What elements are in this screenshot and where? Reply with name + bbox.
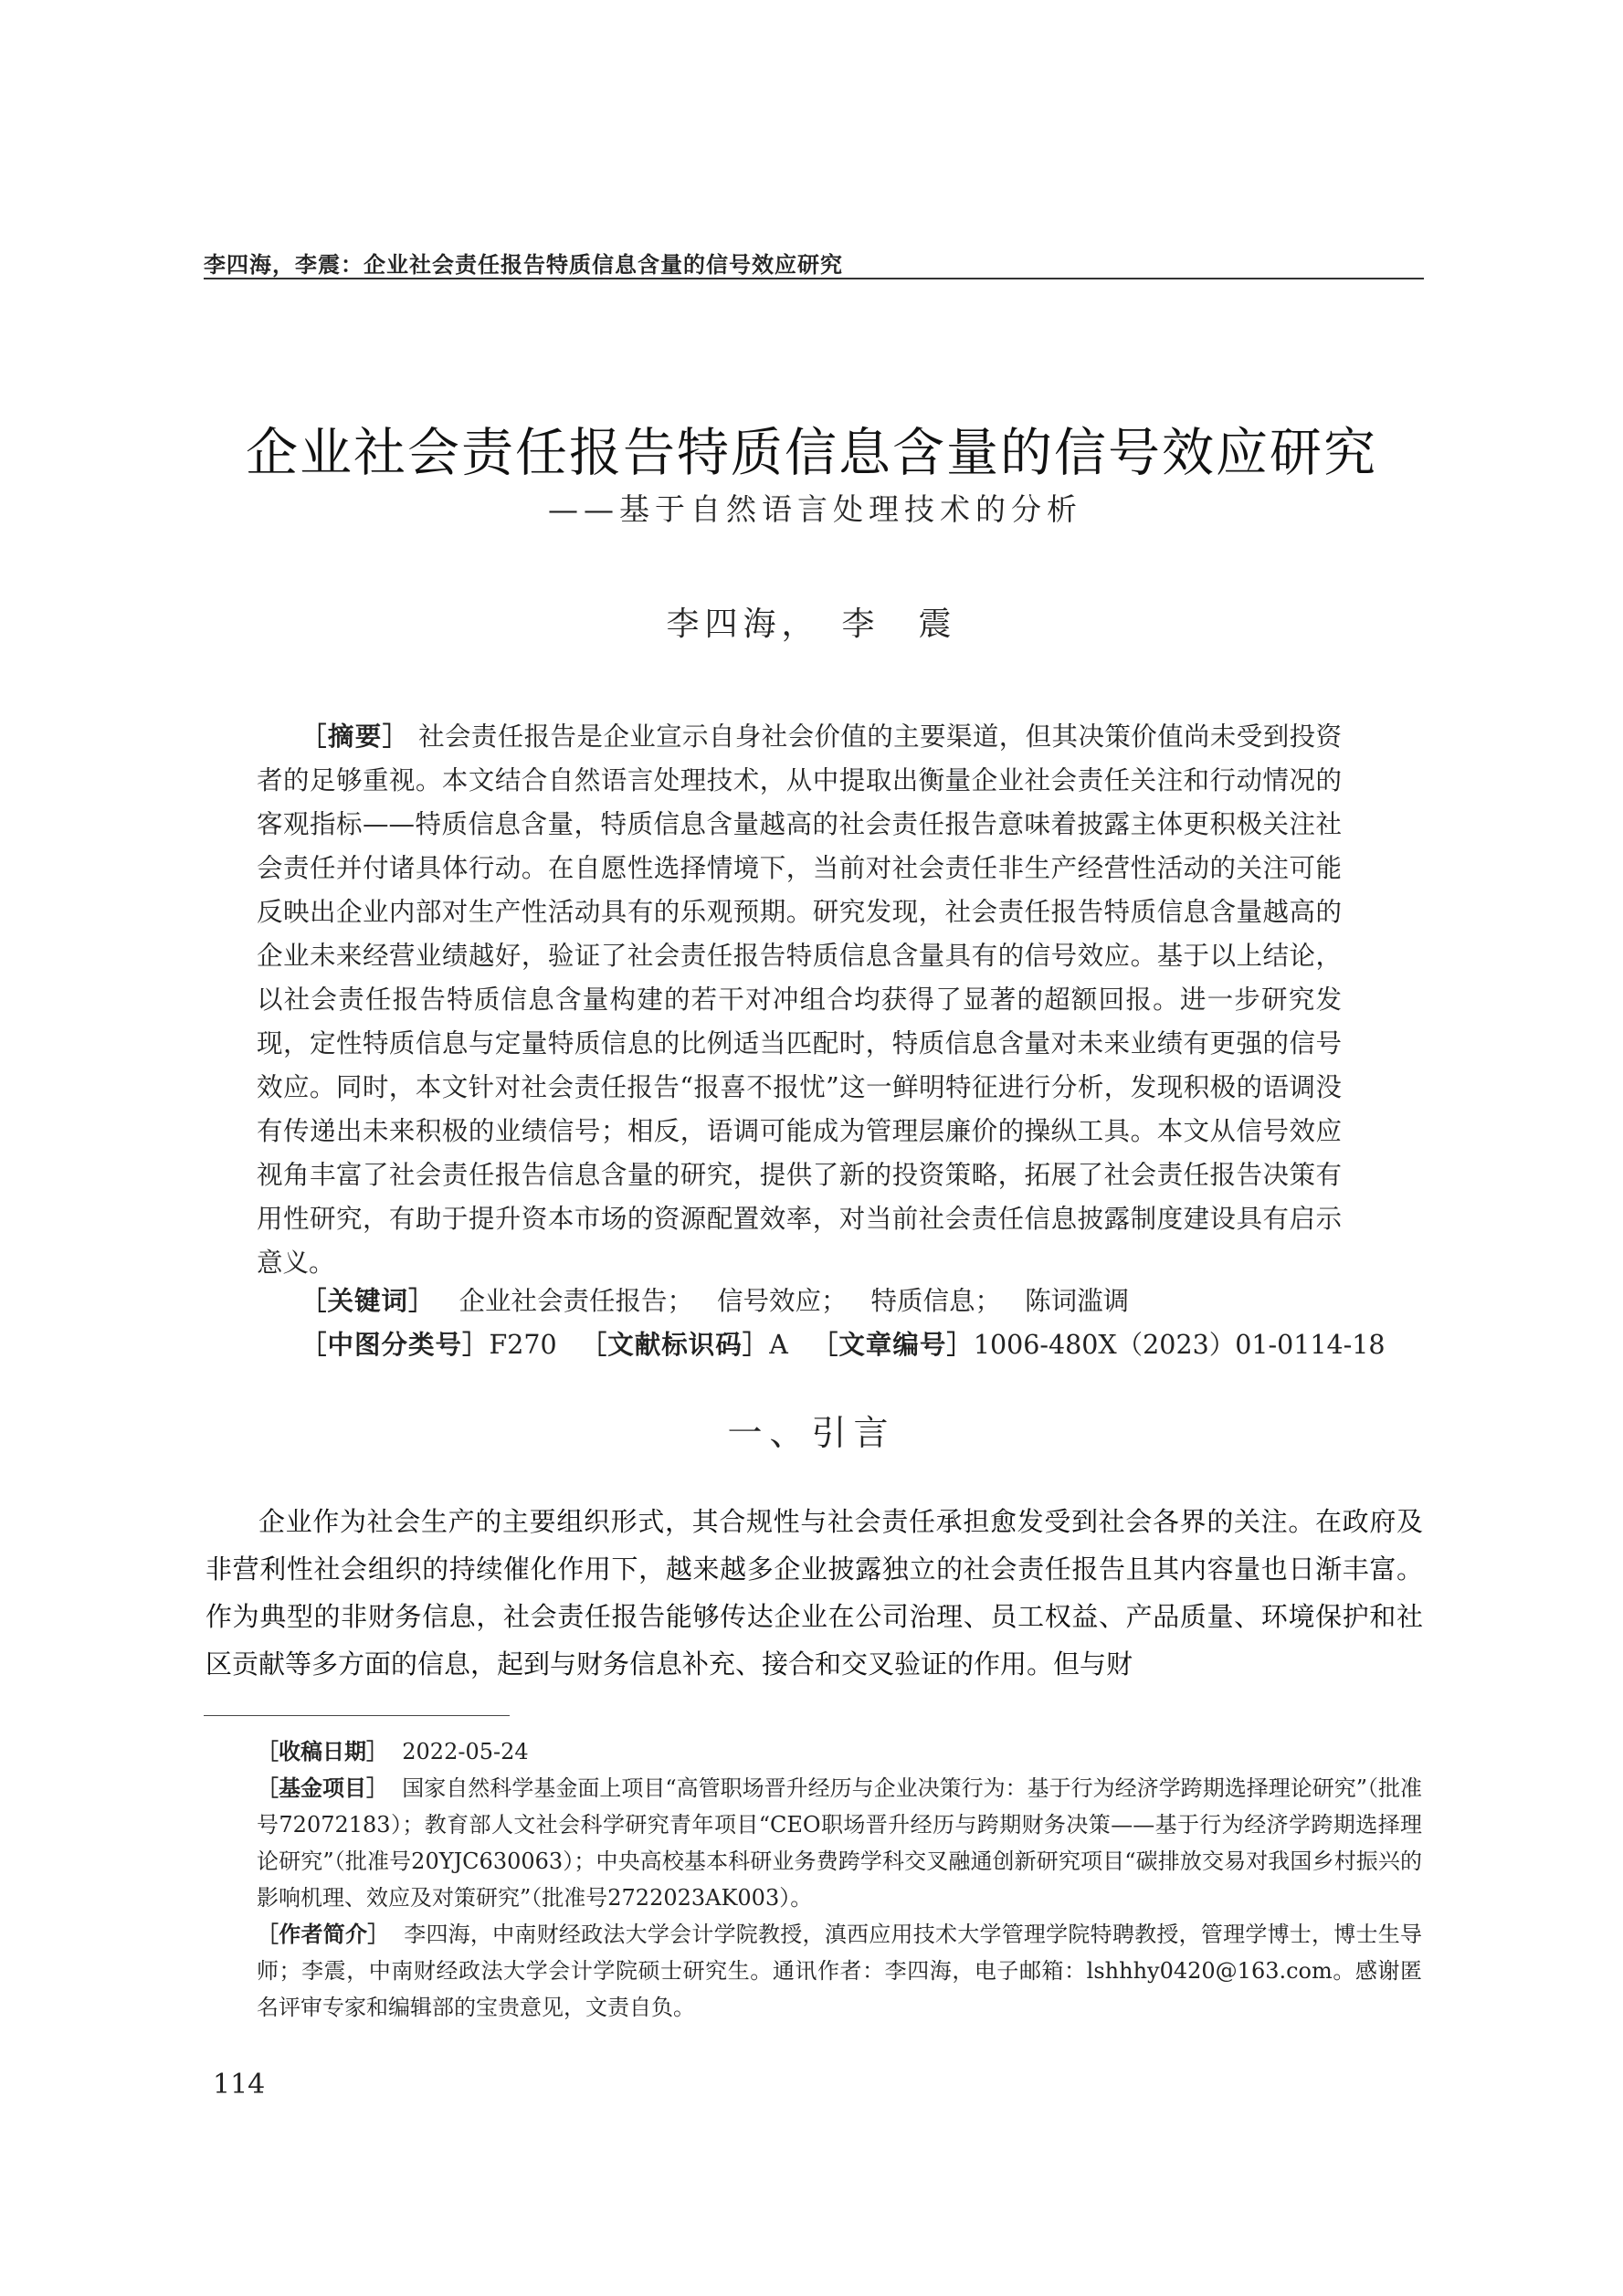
abstract-label: ［摘要］ <box>300 721 410 752</box>
funding-text: 国家自然科学基金面上项目“高管职场晋升经历与企业决策行为：基于行为经济学跨期选择理论研究”（批准号72072183）；教育部人文社会科学研究青年项目“CEO职场晋升经历与跨期财务决策——基于行为经济学跨期选择理论研究”（批准号20YJC630063）；中央高校基本科研业务费跨学科交叉融通创新研究项目“碳排放交易对我国乡村振兴的影响机理、效应及对策研究”（批准号2722023AK003）。 <box>257 1775 1422 1911</box>
page-number: 114 <box>213 2069 266 2101</box>
article-number-label: ［文章编号］ <box>811 1330 974 1360</box>
article-subtitle: ——基于自然语言处理技术的分析 <box>548 491 1082 527</box>
doc-code-value: A <box>769 1330 788 1360</box>
section-heading: 一、引言 <box>727 1413 896 1453</box>
article-authors: 李四海， 李 震 <box>666 606 957 643</box>
article-title: 企业社会责任报告特质信息含量的信号效应研究 <box>246 423 1377 483</box>
body-paragraph: 企业作为社会生产的主要组织形式，其合规性与社会责任承担愈发受到社会各界的关注。在政府及非营利性社会组织的持续催化作用下，越来越多企业披露独立的社会责任报告且其内容量也日渐丰富。作为典型的非财务信息，社会责任报告能够传达企业在公司治理、员工权益、产品质量、环境保护和社区贡献等多方面的信息，起到与财务信息补充、接合和交叉验证的作用。但与财 <box>206 1506 1423 1680</box>
keyword-item: 企业社会责任报告； <box>458 1286 694 1316</box>
footnote-rule <box>204 1715 510 1716</box>
running-head: 李四海，李震：企业社会责任报告特质信息含量的信号效应研究 <box>204 252 843 278</box>
clc-value: F270 <box>489 1330 557 1360</box>
footnote-author <box>206 1916 1422 2026</box>
footnote-received <box>206 1733 1422 1770</box>
abstract-block <box>257 715 1342 1285</box>
received-label: ［收稿日期］ <box>257 1739 388 1764</box>
classification-line <box>300 1324 1386 1362</box>
keywords-line <box>300 1280 1129 1318</box>
article-number-value: 1006-480X（2023）01-0114-18 <box>973 1330 1386 1360</box>
keyword-item: 陈词滥调 <box>1025 1286 1130 1316</box>
doc-code-label: ［文献标识码］ <box>580 1330 770 1360</box>
author-bio-text: 李四海，中南财经政法大学会计学院教授，滇西应用技术大学管理学院特聘教授，管理学博士，博士生导师；李震，中南财经政法大学会计学院硕士研究生。通讯作者：李四海，电子邮箱：lshhhy0420@163.com。感谢匿名评审专家和编辑部的宝贵意见，文责自负。 <box>257 1922 1423 2020</box>
funding-label: ［基金项目］ <box>257 1775 389 1801</box>
footnote-funding <box>206 1770 1422 1916</box>
header-rule <box>204 278 1424 279</box>
keywords-label: ［关键词］ <box>300 1286 436 1316</box>
received-value: 2022-05-24 <box>402 1739 529 1764</box>
author-bio-label: ［作者简介］ <box>257 1922 390 1947</box>
footnotes <box>206 1733 1422 2026</box>
keyword-item: 信号效应； <box>717 1286 848 1316</box>
keyword-item: 特质信息； <box>870 1286 1002 1316</box>
clc-label: ［中图分类号］ <box>300 1330 490 1360</box>
abstract-text: 社会责任报告是企业宣示自身社会价值的主要渠道，但其决策价值尚未受到投资者的足够重视。本文结合自然语言处理技术，从中提取出衡量企业社会责任关注和行动情况的客观指标——特质信息含量，特质信息含量越高的社会责任报告意味着披露主体更积极关注社会责任并付诸具体行动。在自愿性选择情境下，当前对社会责任非生产经营性活动的关注可能反映出企业内部对生产性活动具有的乐观预期。研究发现，社会责任报告特质信息含量越高的企业未来经营业绩越好，验证了社会责任报告特质信息含量具有的信号效应。基于以上结论，以社会责任报告特质信息含量构建的若干对冲组合均获得了显著的超额回报。进一步研究发现，定性特质信息与定量特质信息的比例适当匹配时，特质信息含量对未来业绩有更强的信号效应。同时，本文针对社会责任报告“报喜不报忧”这一鲜明特征进行分析，发现积极的语调没有传递出未来积极的业绩信号；相反，语调可能成为管理层廉价的操纵工具。本文从信号效应视角丰富了社会责任报告信息含量的研究，提供了新的投资策略，拓展了社会责任报告决策有用性研究，有助于提升资本市场的资源配置效率，对当前社会责任信息披露制度建设具有启示意义。 <box>257 721 1342 1278</box>
